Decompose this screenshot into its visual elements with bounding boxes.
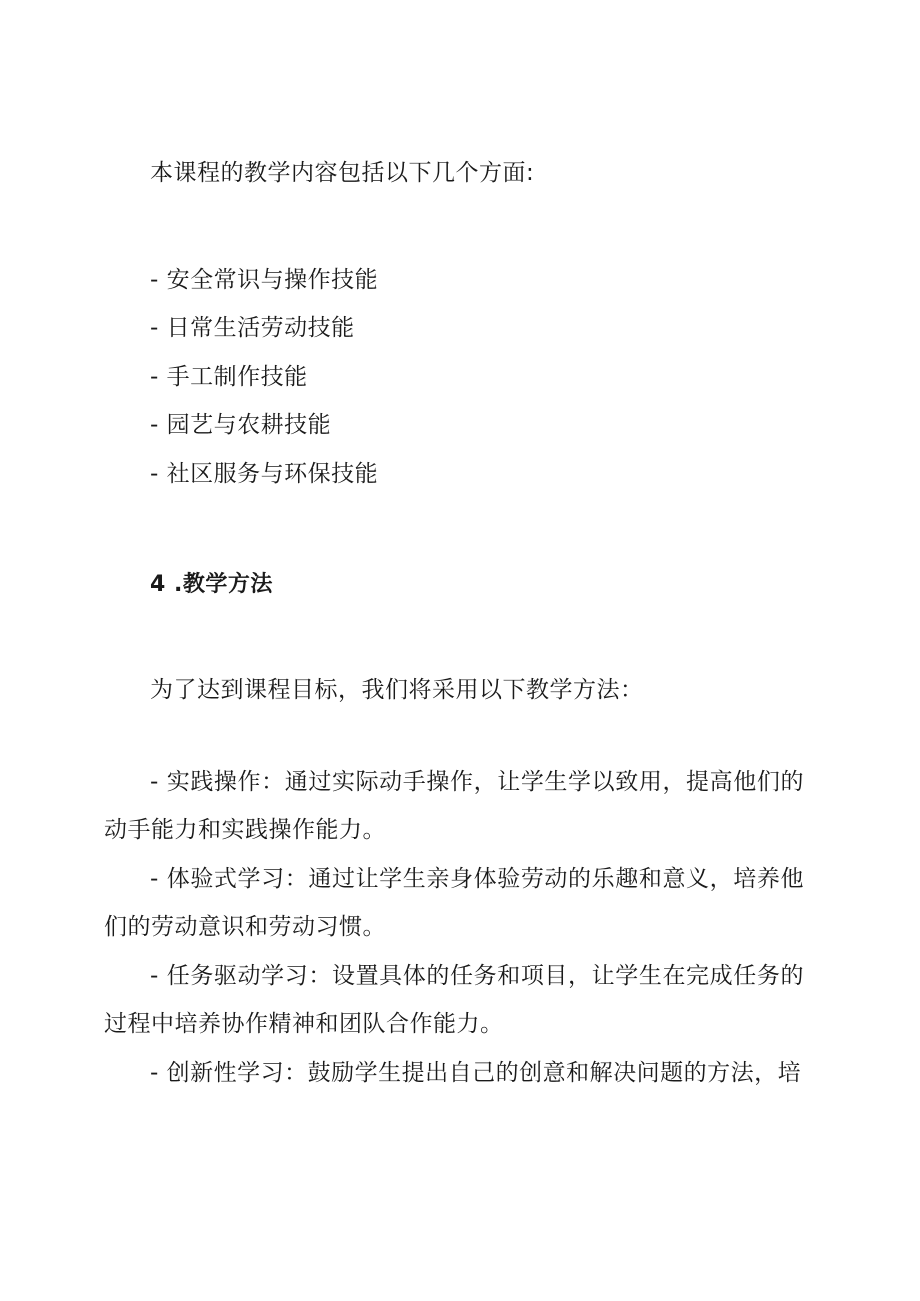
method-paragraph: - 实践操作：通过实际动手操作，让学生学以致用，提高他们的动手能力和实践操作能力。 — [104, 769, 804, 843]
list-item: - 手工制作技能 — [150, 364, 308, 390]
list-item: - 安全常识与操作技能 — [150, 267, 379, 293]
section-heading: 4 .教学方法 — [150, 572, 273, 597]
content-intro: 本课程的教学内容包括以下几个方面: — [150, 160, 535, 186]
method-paragraph: - 创新性学习：鼓励学生提出自己的创意和解决问题的方法，培 — [150, 1060, 802, 1086]
list-item: - 社区服务与环保技能 — [150, 461, 379, 487]
method-paragraph: - 任务驱动学习：设置具体的任务和项目，让学生在完成任务的过程中培养协作精神和团队合作能力。 — [104, 963, 804, 1037]
method-intro: 为了达到课程目标，我们将采用以下教学方法： — [150, 677, 644, 703]
method-paragraph: - 体验式学习：通过让学生亲身体验劳动的乐趣和意义，培养他们的劳动意识和劳动习惯。 — [104, 866, 804, 940]
list-item: - 园艺与农耕技能 — [150, 412, 332, 438]
list-item: - 日常生活劳动技能 — [150, 315, 355, 341]
